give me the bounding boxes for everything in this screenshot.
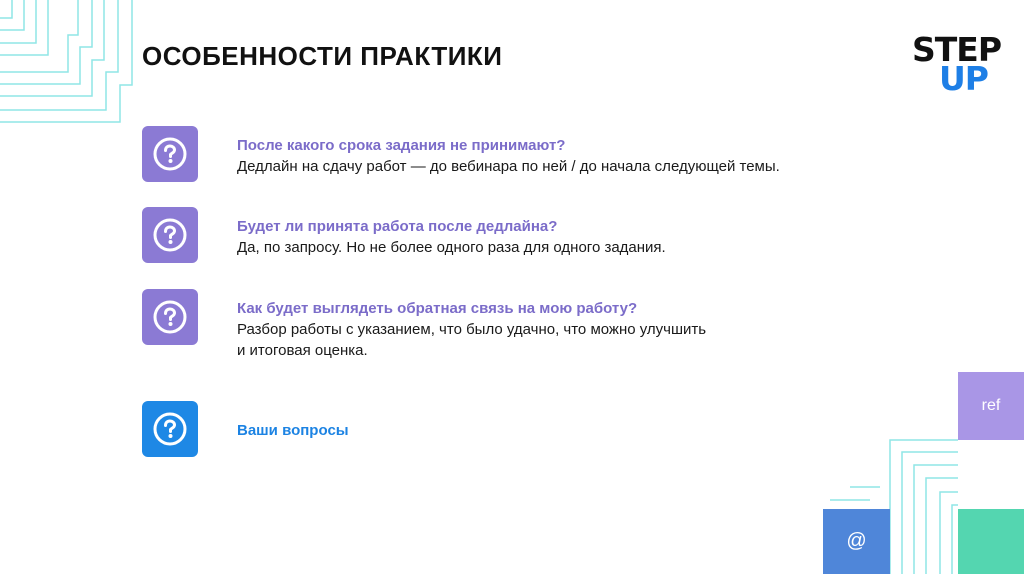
- faq-question: Будет ли принята работа после дедлайна?: [237, 218, 558, 235]
- question-icon: [142, 207, 198, 263]
- faq-answer: Да, по запросу. Но не более одного раза для одного задания.: [237, 239, 666, 256]
- green-tile: [958, 509, 1024, 574]
- logo-line-2: UP: [939, 59, 988, 98]
- ref-tile: [958, 372, 1024, 440]
- at-tile: [823, 509, 890, 574]
- stepup-logo: [912, 30, 1012, 100]
- ref-tile-label: ref: [981, 397, 1001, 414]
- faq-answer: Дедлайн на сдачу работ — до вебинара по ней / до начала следующей темы.: [237, 158, 780, 175]
- at-tile-label: @: [846, 530, 867, 552]
- question-icon: [142, 289, 198, 345]
- faq-answer: Разбор работы с указанием, что было удачно, что можно улучшить и итоговая оценка.: [237, 321, 707, 359]
- question-icon: [142, 401, 198, 457]
- question-icon: [142, 126, 198, 182]
- faq-question: Как будет выглядеть обратная связь на мою работу?: [237, 300, 638, 317]
- decorative-lines-top-left: [0, 0, 140, 135]
- logo-line-1: STEP: [912, 30, 1002, 69]
- page-title: ОСОБЕННОСТИ ПРАКТИКИ: [142, 41, 503, 71]
- faq-question: После какого срока задания не принимают?: [237, 137, 566, 154]
- your-questions-label: Ваши вопросы: [237, 422, 349, 439]
